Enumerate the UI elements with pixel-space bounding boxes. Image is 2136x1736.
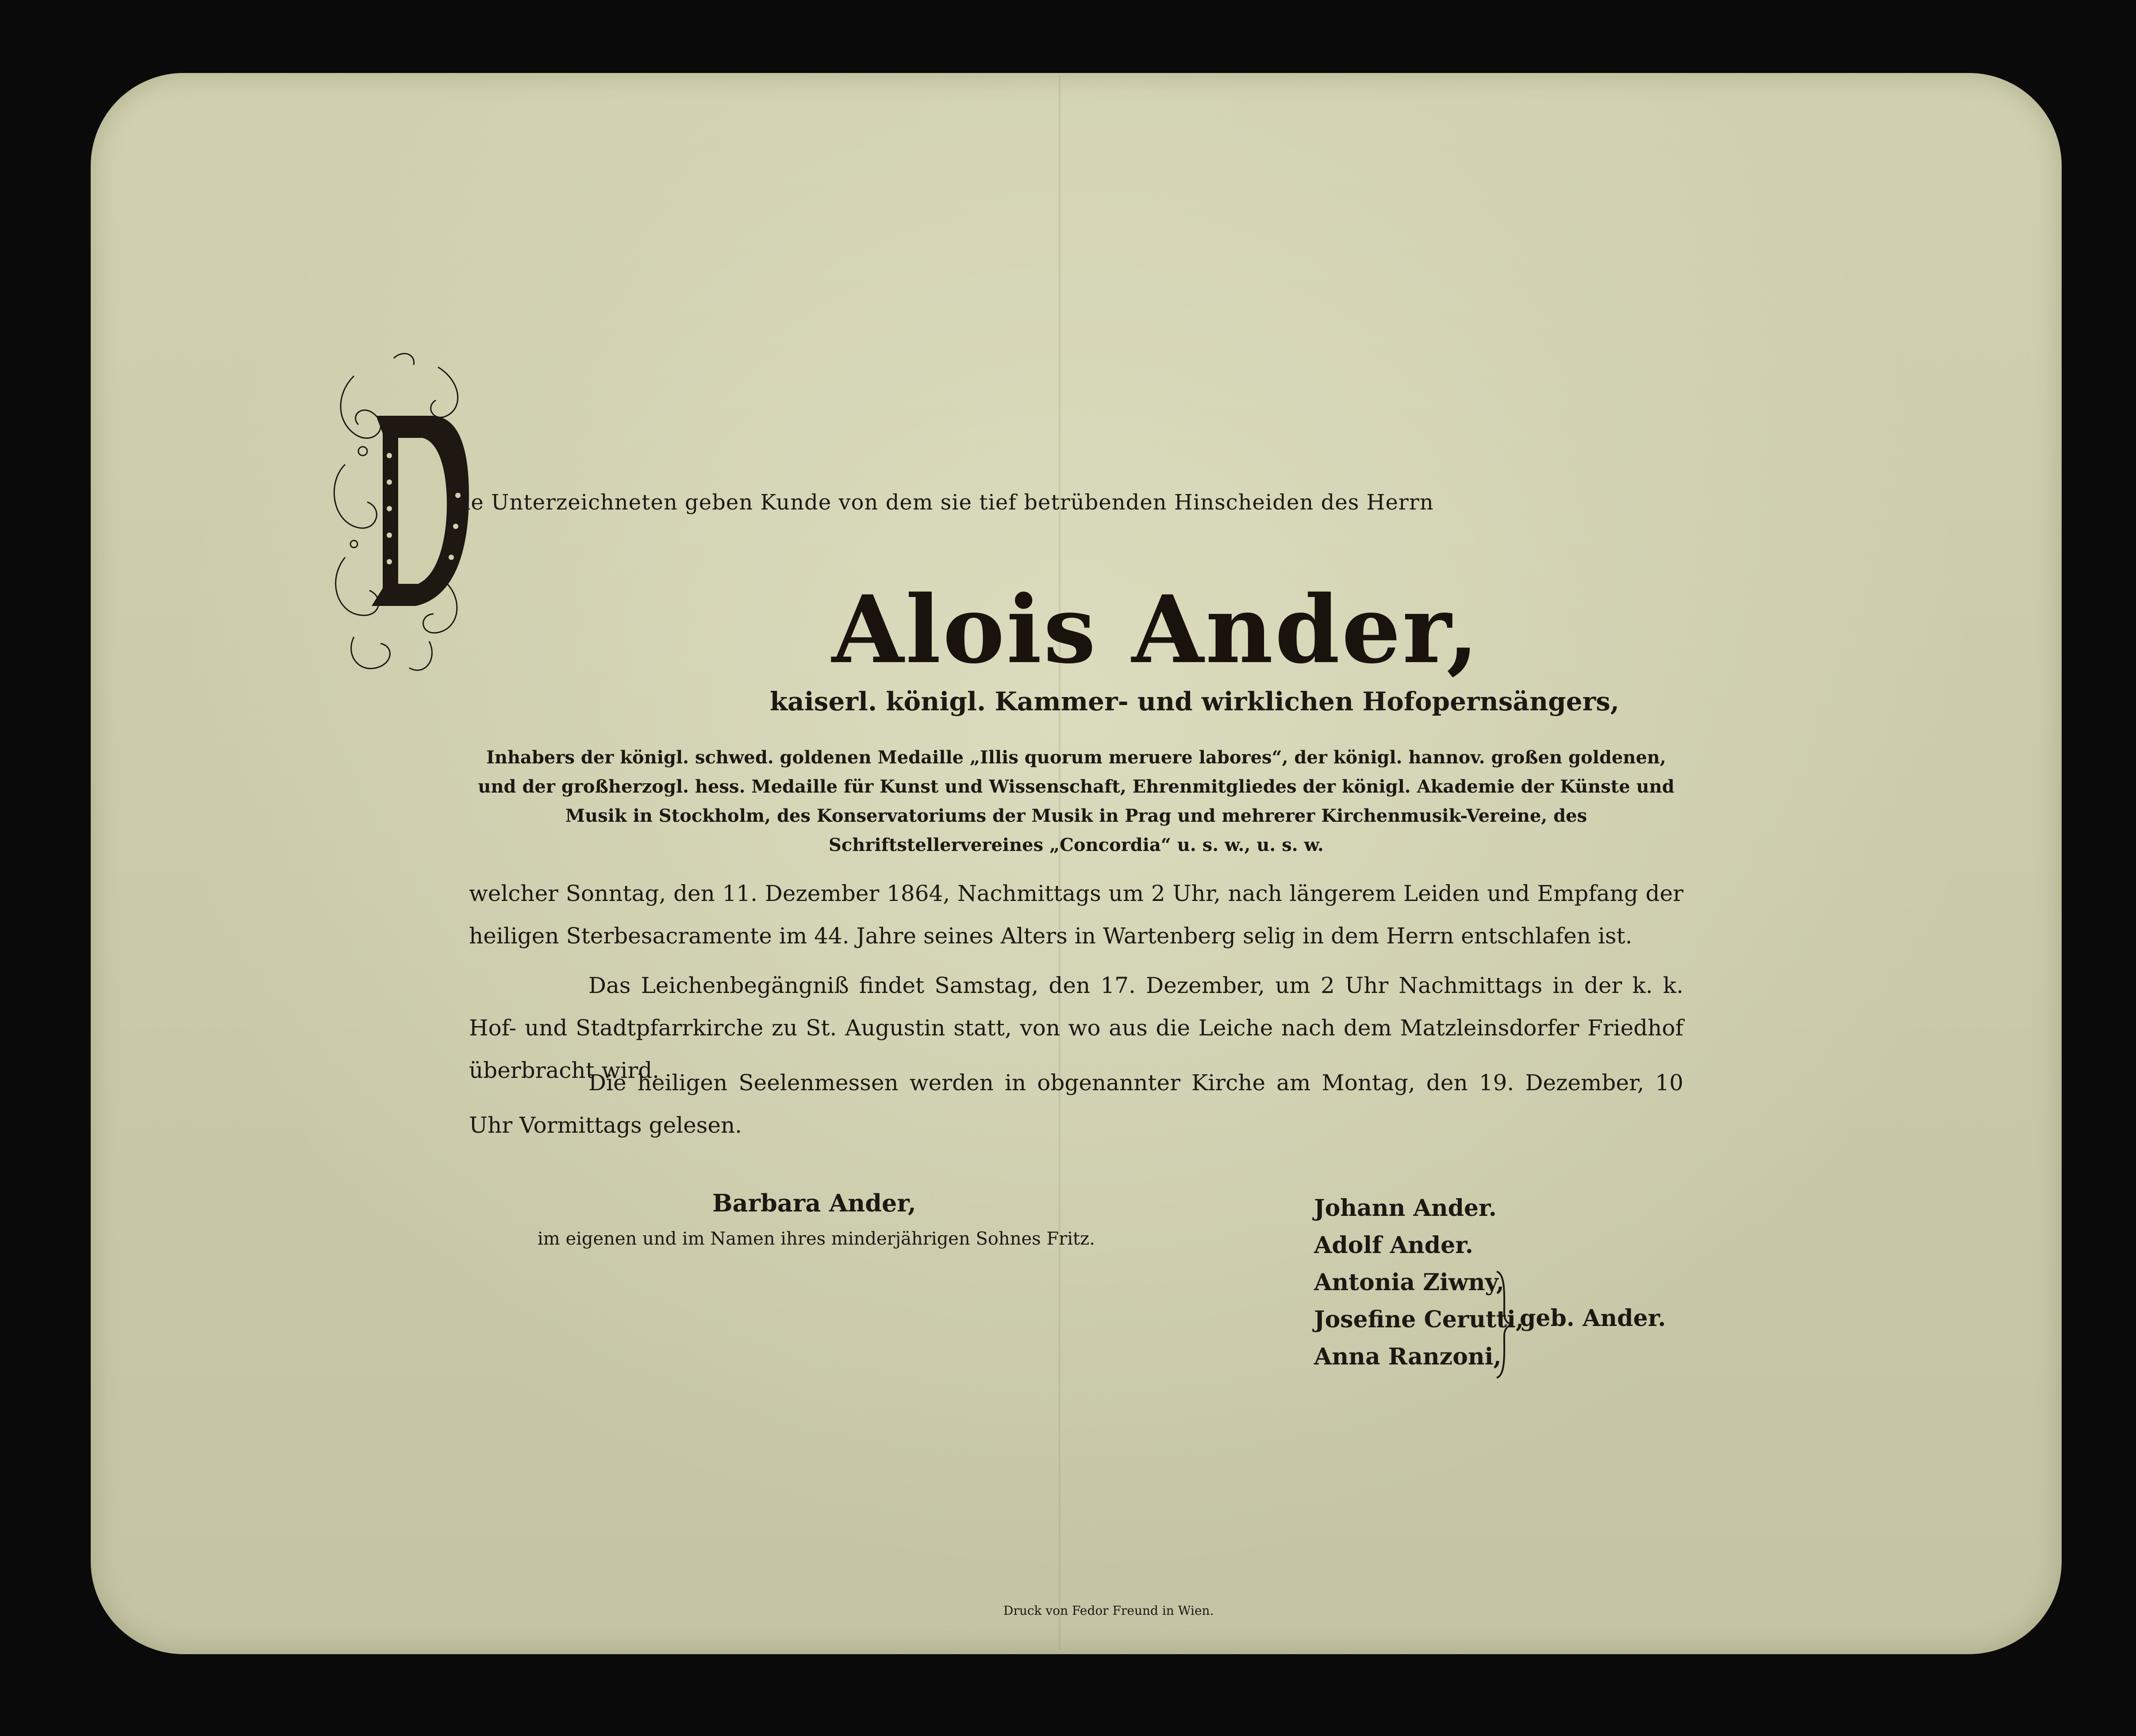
ornamental-initial-letter (327, 349, 473, 681)
honors-paragraph: Inhabers der königl. schwed. goldenen Medaille „Illis quorum meruere labores“, der königl. hannov. großen goldenen, und der großherzogl. hess. Medaille für Kunst und Wissenschaft, Ehrenmitgliedes der königl. Akademie der Künste und Musik in Stockholm, des Konservatoriums der Musik in Prag und mehrerer Kirchenmusik-Vereine, des Schriftstellervereines „Concordia“ u. s. w., u. s. w. (478, 747, 1675, 855)
relative-name: Anna Ranzoni, (1314, 1343, 1502, 1370)
curly-brace-icon (1494, 1269, 1512, 1380)
widow-signature-note: im eigenen und im Namen ihres minderjährigen Sohnes Fritz. (538, 1229, 1095, 1249)
masses-details-paragraph: Die heiligen Seelenmessen werden in obgenannter Kirche am Montag, den 19. Dezember, 10 Uhr Vormittags gelesen. (469, 1070, 1683, 1138)
relatives-group-note: geb. Ander. (1520, 1305, 1666, 1332)
intro-line: ie Unterzeichneten geben Kunde von dem sie tief betrübenden Hinscheiden des Herrn (464, 490, 1434, 515)
relative-name: Johann Ander. (1314, 1195, 1497, 1222)
death-notice-sheet (91, 73, 2062, 1654)
funeral-details-paragraph: Das Leichenbegängniß findet Samstag, den 17. Dezember, um 2 Uhr Nachmittags in der k. k. Hof- und Stadtpfarrkirche zu St. Augustin statt, von wo aus die Leiche nach dem Matzleinsdorfer Friedhof überbracht wird. (469, 973, 1683, 1083)
relative-name: Josefine Cerutti, (1314, 1306, 1524, 1333)
relative-name: Antonia Ziwny, (1314, 1269, 1504, 1296)
occupation-line: kaiserl. königl. Kammer- und wirklichen Hofopernsängers, (770, 686, 1620, 717)
deceased-name: Alois Ander, (832, 575, 1481, 684)
relatives-signature-list (1314, 1190, 1524, 1376)
printer-imprint: Druck von Fedor Freund in Wien. (1003, 1603, 1214, 1618)
relative-name: Adolf Ander. (1314, 1232, 1473, 1259)
widow-signature-name: Barbara Ander, (712, 1189, 916, 1217)
death-details-paragraph: welcher Sonntag, den 11. Dezember 1864, Nachmittags um 2 Uhr, nach längerem Leiden und Empfang der heiligen Sterbesacramente im 44. Jahre seines Alters in Wartenberg selig in dem Herrn entschlafen ist. (469, 881, 1683, 949)
paper-fold-line (1059, 75, 1060, 1650)
